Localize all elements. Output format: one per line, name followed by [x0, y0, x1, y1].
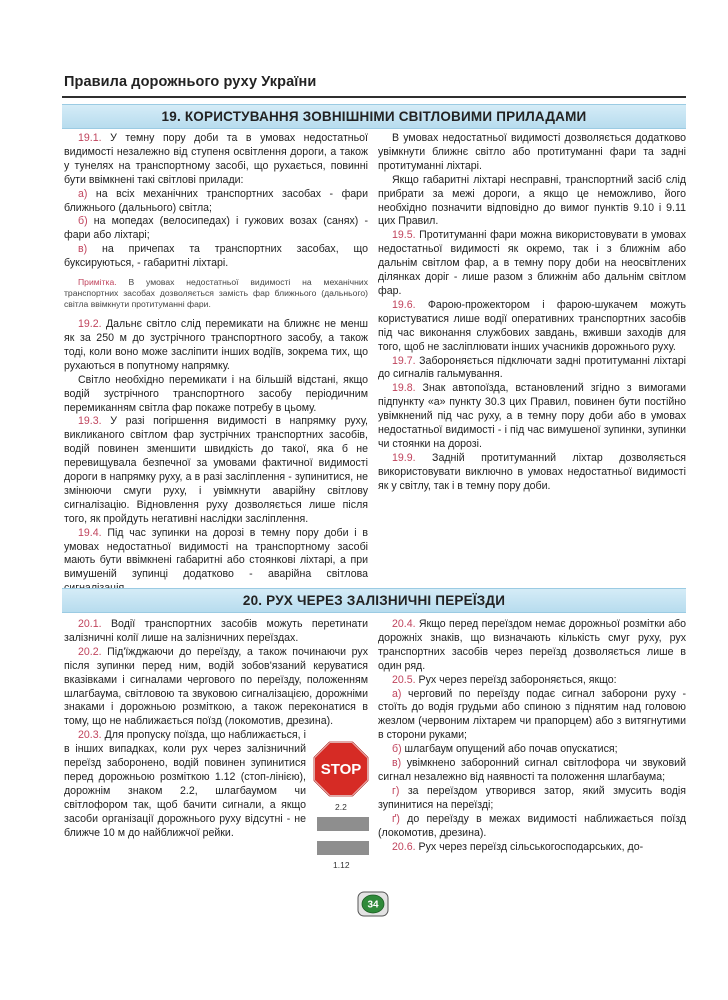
clause-number: 20.5. [392, 673, 416, 686]
paragraph-19-4-continued: Якщо габаритні ліхтарі несправні, транспортний засіб слід прибрати за межі дороги, а якщо це неможливо, його необхідно позначити відповідно до вимог пунктів 9.10 і 9.11 цих Правил. [378, 173, 686, 228]
clause-number: 20.2. [78, 645, 102, 658]
paragraph-19-2: 19.2. Дальнє світло слід перемикати на ближнє не менш як за 250 м до зустрічного транспортного засобу, а також тоді, коли воно може засліпити інших водіїв, зокрема тих, що рухаються в попутному напрямку. [64, 318, 368, 372]
list-item: г) за переїздом утворився затор, який змусить водія зупинитися на переїзді; [378, 784, 686, 811]
paragraph-20-1: 20.1. Водії транспортних засобів можуть перетинати залізничні колії лише на залізничних переїздах. [64, 618, 368, 644]
paragraph-20-2: 20.2. Під'їжджаючи до переїзду, а також починаючи рух після зупинки перед ним, водій зобов'язаний керуватися вказівками і сигналами чергового по переїзду, положенням шлагбаума, світловою та звуковою сигналізацією, дорожніми знаками і дорожньою розміткою, а також переконатися в тому, що не наближається поїзд (локомотив, дрезина). [64, 645, 368, 728]
clause-number: 19.4. [78, 526, 102, 539]
clause-number: 19.7. [392, 354, 416, 367]
clause-number: 20.1. [78, 618, 102, 630]
section-19-right-column [378, 132, 686, 494]
clause-number: 19.2. [78, 318, 102, 331]
paragraph-19-9: 19.9. Задній протитуманний ліхтар дозволяється використовувати виключно в умовах недостатньої видимості як у світлу, так і в темну пору доби. [378, 451, 686, 492]
paragraph-20-5: 20.5. Рух через переїзд забороняється, якщо: [392, 673, 617, 686]
paragraph-19-5: 19.5. Протитуманні фари можна використовувати в умовах недостатньої видимості як окремо, так і з ближнім або дальнім світлом фар, а в темну пору доби на неосвітлених ділянках доріг - лише разом з ближнім або дальнім світлом фар. [378, 229, 686, 297]
list-item: б) на мопедах (велосипедах) і гужових возах (санях) - фари або ліхтарі; [64, 215, 368, 242]
section-20-title: 20. РУХ ЧЕРЕЗ ЗАЛІЗНИЧНІ ПЕРЕЇЗДИ [62, 588, 686, 613]
paragraph-19-4-continued: В умовах недостатньої видимості дозволяється додатково увімкнути ближнє світло або протитуманні фари та задні протитуманні ліхтарі. [378, 132, 686, 172]
sign-label-1-12: 1.12 [333, 860, 350, 870]
clause-number: 19.6. [392, 298, 416, 311]
paragraph-20-4: 20.4. Якщо перед переїздом немає дорожньої розмітки або дорожніх знаків, що визначають кількість смуг руху, рух транспортних засобів через переїзд дозволяється лише в один ряд. [378, 618, 686, 672]
section-19-left-column [64, 132, 368, 596]
sign-label-2-2: 2.2 [335, 802, 347, 812]
paragraph-19-7: 19.7. Забороняється підключати задні протитуманні ліхтарі до сигналів гальмування. [378, 354, 686, 381]
paragraph-19-6: 19.6. Фарою-прожектором і фарою-шукачем можуть користуватися лише водії оперативних транспортних засобів під час виконання службових завдань, вживши заходів для того, щоб не засліплювати інших учасників дорожнього руху. [378, 298, 686, 353]
stop-sign-icon [313, 741, 369, 797]
clause-number: 19.9. [392, 451, 416, 464]
section-20-right-column [378, 618, 686, 854]
paragraph-19-1: 19.1. У темну пору доби та в умовах недостатньої видимості незалежно від ступеня освітлення дороги, а також у тунелях на транспортному засобі, що рухається, повинні бути ввімкнені такі світлові прилади: [64, 132, 368, 186]
list-item: в) увімкнено заборонний сигнал світлофора чи звуковий сигнал незалежно від наявності та положення шлагбаума; [378, 757, 686, 783]
stop-line-marking-icon [317, 817, 369, 831]
stop-sign-text: STOP [320, 761, 362, 778]
clause-number: 20.6. [392, 840, 416, 853]
list-item: ґ) до переїзду в межах видимості наближається поїзд (локомотив, дрезина). [378, 812, 686, 839]
clause-number: 19.1. [78, 132, 102, 144]
note: Примітка. В умовах недостатньої видимості на механічних транспортних засобах дозволяється замість фар ближнього (дальнього) світла ввімкнути протитуманні фари. [64, 277, 368, 310]
road-signs [313, 741, 375, 871]
list-item: в) на причепах та транспортних засобах, що буксируються, - габаритні ліхтарі. [64, 243, 368, 270]
list-item: б) шлагбаум опущений або почав опускатися; [392, 743, 618, 756]
page-number-badge [357, 891, 389, 917]
list-item: а) на всіх механічних транспортних засобах - фари ближнього (дальнього) світла; [64, 187, 368, 214]
paragraph-19-8: 19.8. Знак автопоїзда, встановлений згідно з вимогами підпункту «а» пункту 30.3 цих Правил, повинен бути постійно увімкнений під час руху, а в темну пору доби або в умовах недостатньої видимості - і під час вимушеної зупинки, зупинки чи стоянки на дорозі. [378, 382, 686, 450]
clause-number: 20.4. [392, 618, 416, 630]
paragraph-20-6: 20.6. Рух через переїзд сільськогосподарських, до- [392, 840, 644, 853]
clause-number: 19.8. [392, 382, 416, 395]
stop-line-marking-icon [317, 841, 369, 855]
header-title: Правила дорожнього руху України [64, 74, 317, 90]
paragraph-19-2-continued: Світло необхідно перемикати і на більшій відстані, якщо водій зустрічного транспортного засобу періодичним перемиканням світла фар покаже потребу в цьому. [64, 373, 368, 414]
clause-number: 20.3. [78, 729, 102, 742]
running-header [62, 72, 686, 98]
paragraph-20-3: 20.3. Для пропуску поїзда, що наближається, і в інших випадках, коли рух через залізничний переїзд заборонено, водій повинен зупинитися перед дорожньою розміткою 1.12 (стоп-лінією), дорожнім знаком 2.2, шлагбаумом чи світлофором так, щоб бачити сигнали, а якщо засоби організації дорожнього руху відсутні - не ближче 10 м до найближчої рейки. [64, 729, 306, 839]
page-number: 34 [367, 899, 379, 911]
list-item: а) черговий по переїзду подає сигнал заборони руху - стоїть до водія грудьми або спиною з піднятим над головою жезлом (червоним ліхтарем чи прапорцем) або з витягнутими в сторони руками; [378, 687, 686, 742]
section-19-title: 19. КОРИСТУВАННЯ ЗОВНІШНІМИ СВІТЛОВИМИ ПРИЛАДАМИ [62, 104, 686, 129]
clause-number: 19.5. [392, 229, 416, 242]
clause-number: 19.3. [78, 415, 102, 428]
paragraph-19-3: 19.3. У разі погіршення видимості в напрямку руху, викликаного світлом фар зустрічних транспортних засобів, водій повинен зменшити швидкість до такої, яка б не перевищувала безпечної за умовами фактичної видимості дороги в напрямку руху, а в разі засліплення - зупинитися, не змінюючи смуги руху, і увімкнути аварійну світлову сигналізацію. Відновлення руху дозволяється лише після того, як пройдуть негативні наслідки засліплення. [64, 415, 368, 525]
paragraph-19-4: 19.4. Під час зупинки на дорозі в темну пору доби і в умовах недостатньої видимості на транспортному засобі мають бути ввімкнені габаритні або стоянкові ліхтарі, а при вимушеній зупинці додатково - аварійна світлова [64, 526, 368, 581]
